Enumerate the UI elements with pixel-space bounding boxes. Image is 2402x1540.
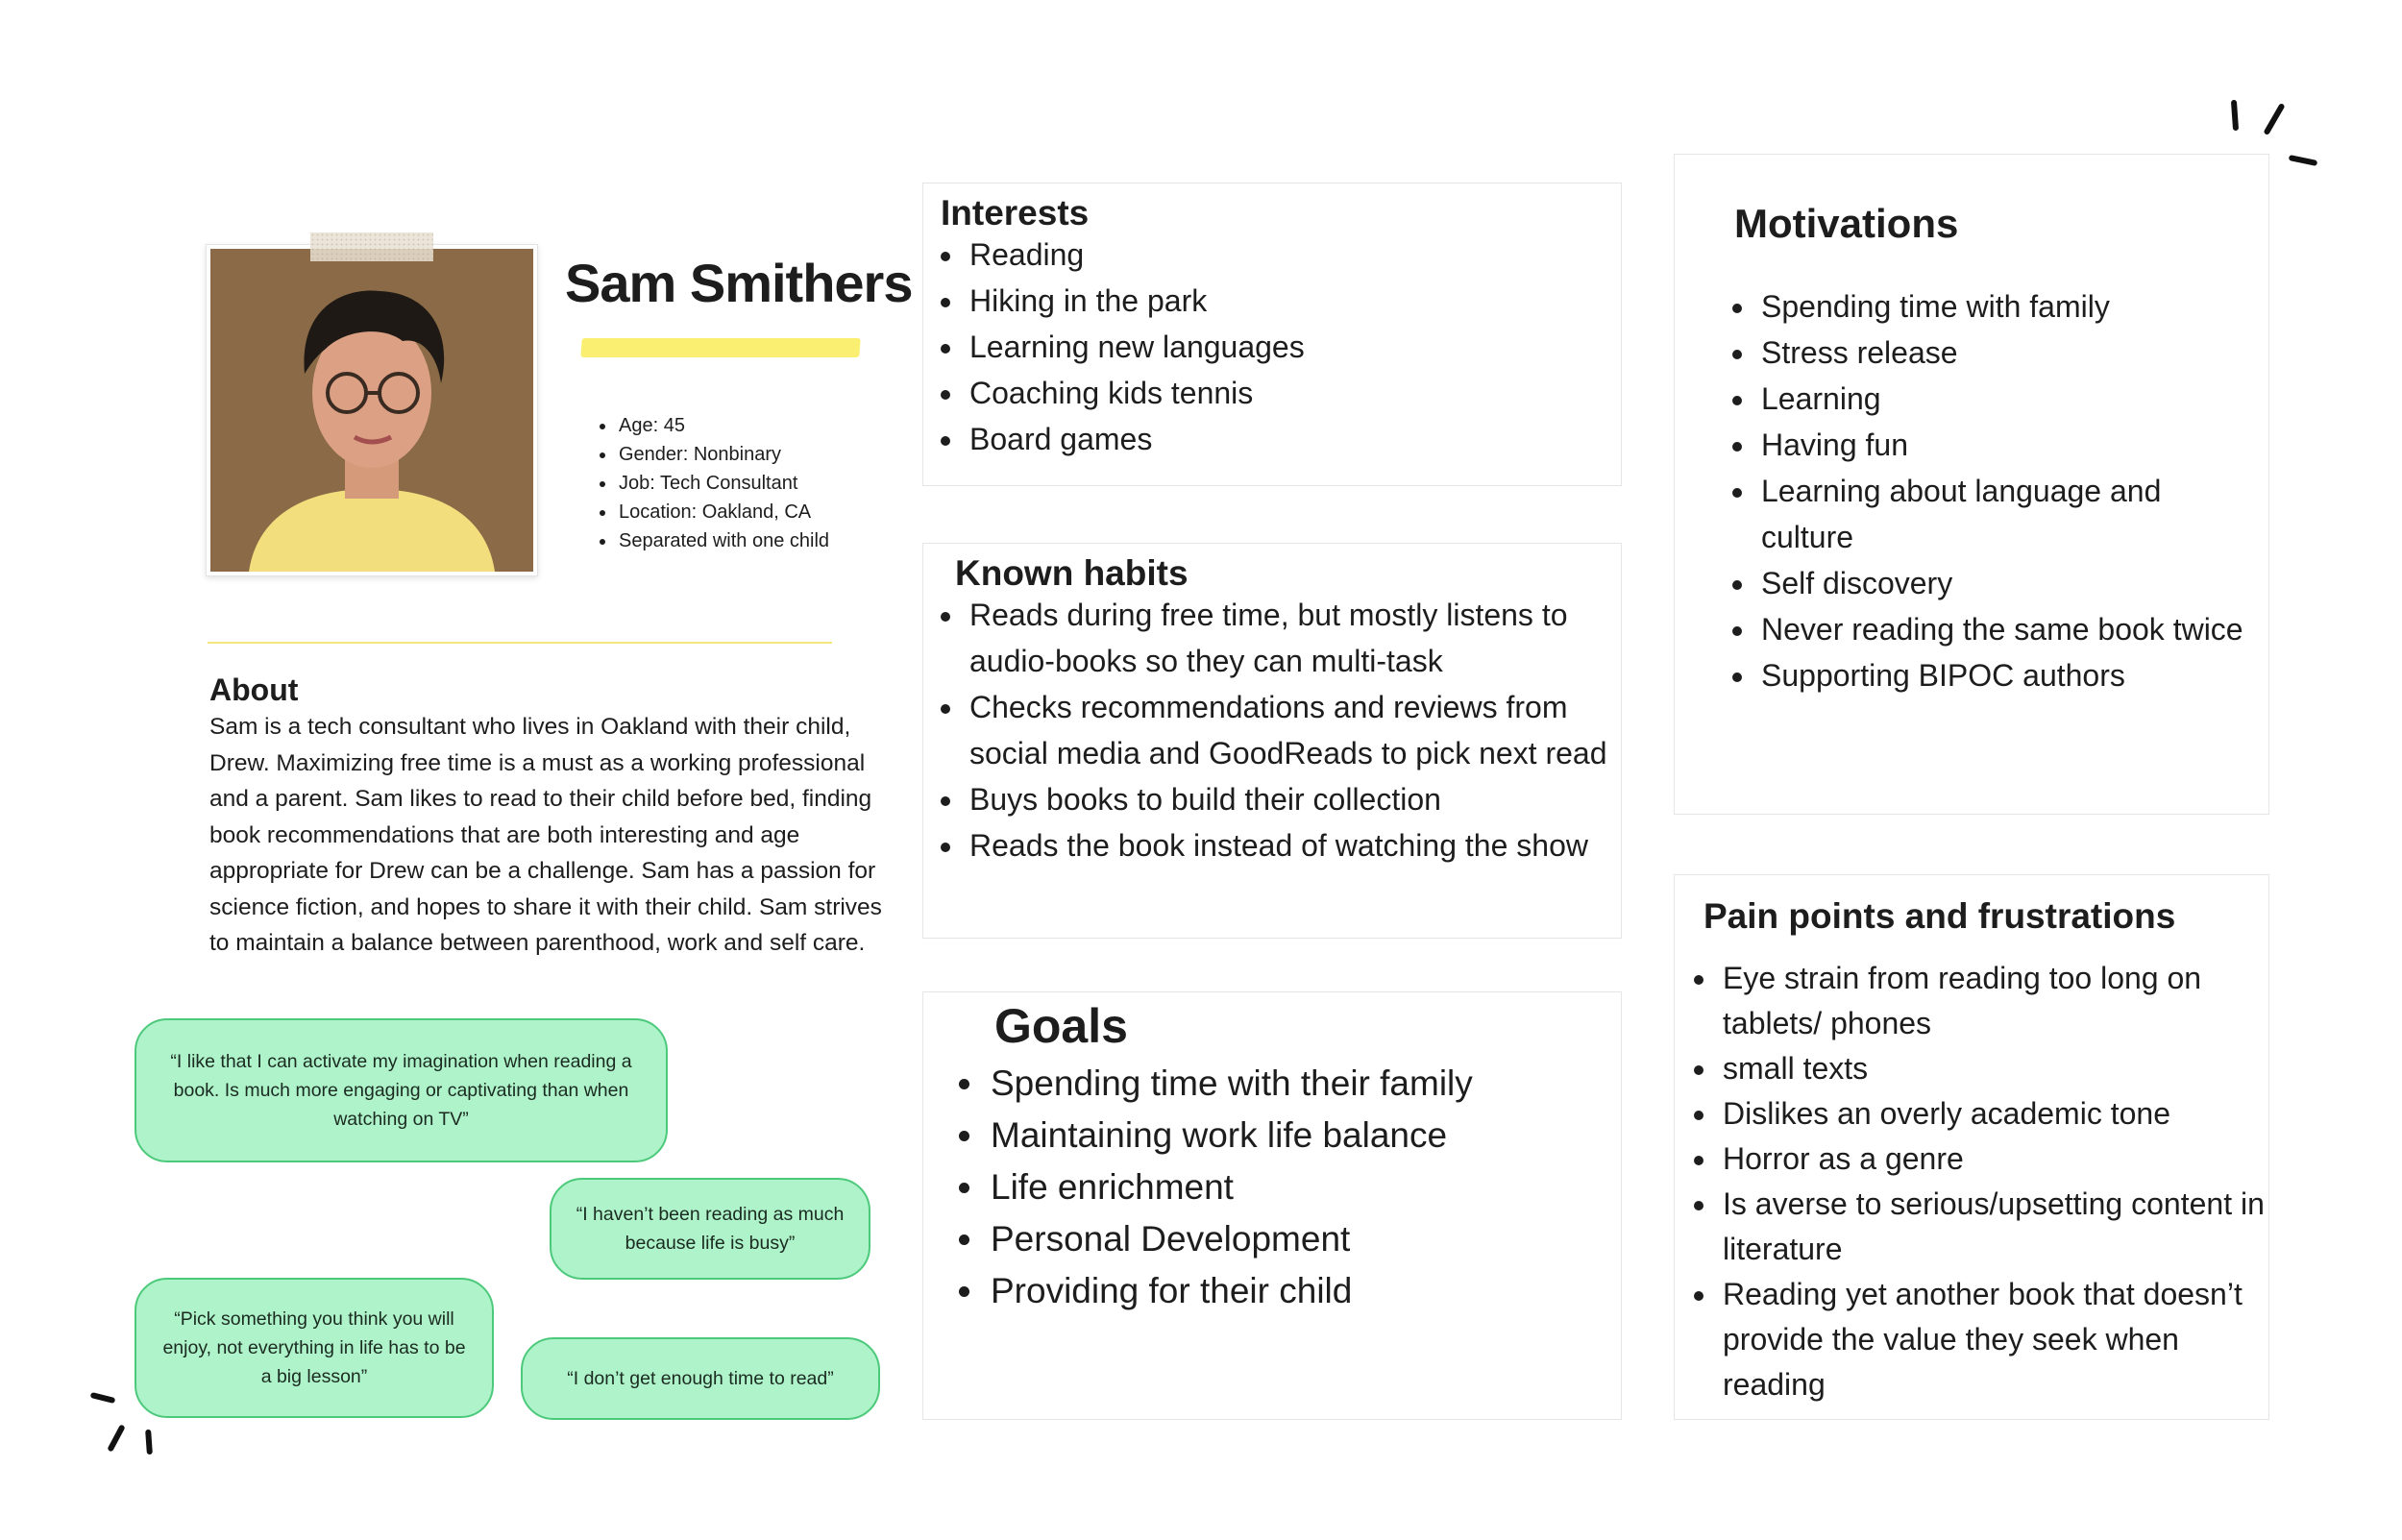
motivations-card	[1674, 154, 2269, 815]
demographic-item: • Job: Tech Consultant	[617, 469, 829, 498]
interests-title: Interests	[941, 193, 1090, 232]
motivations-list	[1728, 283, 2257, 698]
pain-point-item: • Is averse to serious/upsetting content in literature	[1719, 1182, 2276, 1272]
habit-item: • Checks recommendations and reviews from social media and GoodReads to pick next read	[966, 684, 1619, 776]
motivations-title: Motivations	[1734, 201, 1959, 246]
goals-card	[922, 991, 1622, 1420]
pain-points-title: Pain points and frustrations	[1703, 896, 2176, 936]
goal-item: • Spending time with their family	[987, 1058, 1525, 1110]
motivation-item: • Learning about language and culture	[1757, 468, 2257, 560]
quote-bubble	[135, 1018, 668, 1162]
goal-item: • Providing for their child	[987, 1265, 1525, 1317]
goal-item: • Life enrichment	[987, 1161, 1525, 1213]
persona-photo-frame	[206, 244, 538, 576]
interest-item: • Hiking in the park	[966, 278, 1629, 324]
demographic-item: • Gender: Nonbinary	[617, 440, 829, 469]
pain-point-item: • Eye strain from reading too long on tablets/ phones	[1719, 956, 2276, 1046]
interests-list	[937, 232, 1629, 462]
persona-name: Sam Smithers	[565, 253, 913, 313]
sparkle-icon	[86, 1393, 173, 1470]
quote-text: “I haven’t been reading as much because life is busy”	[576, 1204, 845, 1254]
quote-text: “I don’t get enough time to read”	[567, 1368, 834, 1389]
interest-item: • Board games	[966, 416, 1629, 462]
persona-photo	[210, 249, 533, 572]
about-title: About	[209, 672, 299, 707]
demographic-item: • Separated with one child	[617, 526, 829, 555]
quote-text: “I like that I can activate my imagination when reading a book. Is much more engaging or captivating than when watching on TV”	[170, 1051, 632, 1130]
pain-point-item: • Horror as a genre	[1719, 1137, 2276, 1182]
goals-list	[958, 1058, 1525, 1317]
quote-bubble	[135, 1278, 494, 1418]
pain-point-item: • Reading yet another book that doesn’t provide the value they seek when reading	[1719, 1272, 2276, 1407]
habit-item: • Reads during free time, but mostly listens to audio-books so they can multi-task	[966, 592, 1619, 684]
quote-bubble	[521, 1337, 880, 1420]
interest-item: • Learning new languages	[966, 324, 1629, 370]
about-text: Sam is a tech consultant who lives in Oakland with their child, Drew. Maximizing free time is a must as a working professional and a parent. Sam likes to read to their child before bed, finding book recommendations that are both interesting and age appropriate for Drew can be a challenge. Sam has a passion for science fiction, and hopes to share it with their child. Sam strives to maintain a balance between parenthood, work and self care.	[209, 714, 882, 956]
motivation-item: • Self discovery	[1757, 560, 2257, 606]
interest-item: • Reading	[966, 232, 1629, 278]
sparkle-icon	[2229, 96, 2335, 192]
motivation-item: • Never reading the same book twice	[1757, 606, 2257, 652]
demographic-item: • Age: 45	[617, 411, 829, 440]
name-highlight	[580, 338, 860, 357]
goals-title: Goals	[994, 999, 1128, 1053]
pain-point-item: • Dislikes an overly academic tone	[1719, 1091, 2276, 1137]
quote-text: “Pick something you think you will enjoy, not everything in life has to be a big lesson”	[162, 1308, 466, 1387]
habits-card	[922, 543, 1622, 939]
habit-item: • Reads the book instead of watching the show	[966, 822, 1619, 868]
pain-point-item: • small texts	[1719, 1046, 2276, 1091]
habits-list	[937, 592, 1619, 868]
goal-item: • Maintaining work life balance	[987, 1110, 1525, 1161]
interests-card	[922, 183, 1622, 486]
motivation-item: • Stress release	[1757, 330, 2257, 376]
tape-decoration	[310, 232, 433, 261]
interest-item: • Coaching kids tennis	[966, 370, 1629, 416]
goal-item: • Personal Development	[987, 1213, 1525, 1265]
quote-bubble	[550, 1178, 870, 1280]
habit-item: • Buys books to build their collection	[966, 776, 1619, 822]
divider	[208, 642, 832, 644]
motivation-item: • Learning	[1757, 376, 2257, 422]
motivation-item: • Having fun	[1757, 422, 2257, 468]
motivation-item: • Spending time with family	[1757, 283, 2257, 330]
pain-points-card	[1674, 874, 2269, 1420]
demographic-item: • Location: Oakland, CA	[617, 498, 829, 526]
portrait-illustration	[210, 249, 533, 572]
habits-title: Known habits	[955, 553, 1189, 593]
demographics-list	[596, 411, 829, 555]
pain-points-list	[1690, 956, 2276, 1407]
motivation-item: • Supporting BIPOC authors	[1757, 652, 2257, 698]
